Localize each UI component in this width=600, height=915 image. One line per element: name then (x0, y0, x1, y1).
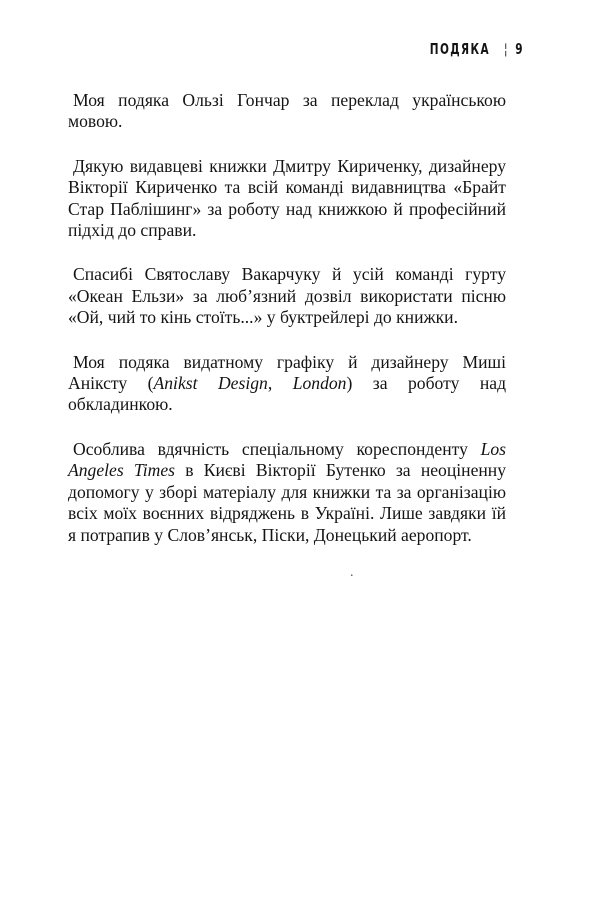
italic-text-run: Anikst Design (153, 373, 268, 394)
text-run: , (267, 373, 293, 394)
running-head-title: ПОДЯКА (430, 40, 491, 58)
italic-text-run: London (292, 373, 347, 394)
text-run: ) за роботу над обкладинкою. (68, 373, 507, 415)
text-run: Дякую видавцеві книжки Дмитру Кириченку, дизайнеру Вікторії Кириченко та всій команді видавництва «Брайт Стар Паблішинг» за роботу над книжкою й професійний підхід до справи. (68, 155, 506, 241)
body-paragraphs (68, 90, 506, 546)
text-run: Моя подяка видатному графіку й дизайнеру Миші Аніксту ( (68, 351, 506, 394)
paragraph (68, 90, 506, 133)
paragraph (68, 156, 506, 242)
paragraph (68, 264, 506, 328)
running-head (430, 40, 523, 58)
text-run: Спасибі Святославу Вакарчуку й усій команді гурту «Океан Ельзи» за люб’язний дозвіл використати пісню «Ой, чий то кінь стоїть...» у буктрейлері до книжки. (68, 264, 506, 328)
page-number: 9 (515, 40, 523, 58)
text-run: в Києві Вікторії Бутенко за неоціненну допомогу у зборі матеріалу для книжки та за організацію всіх моїх воєнних відряджень в Україні. Лише завдяки їй я потрапив у Слов’янськ, Піски, Донецький аеропорт. (68, 460, 507, 545)
paragraph (68, 439, 506, 546)
paragraph (68, 352, 506, 416)
stray-mark: . (350, 565, 354, 580)
text-run: Моя подяка Ользі Гончар за переклад українською мовою. (68, 90, 506, 132)
text-run: Особлива вдячність спеціальному кореспонденту (73, 438, 481, 459)
running-head-separator: ¦ (504, 40, 508, 58)
italic-text-run: Los Angeles Times (68, 438, 506, 481)
